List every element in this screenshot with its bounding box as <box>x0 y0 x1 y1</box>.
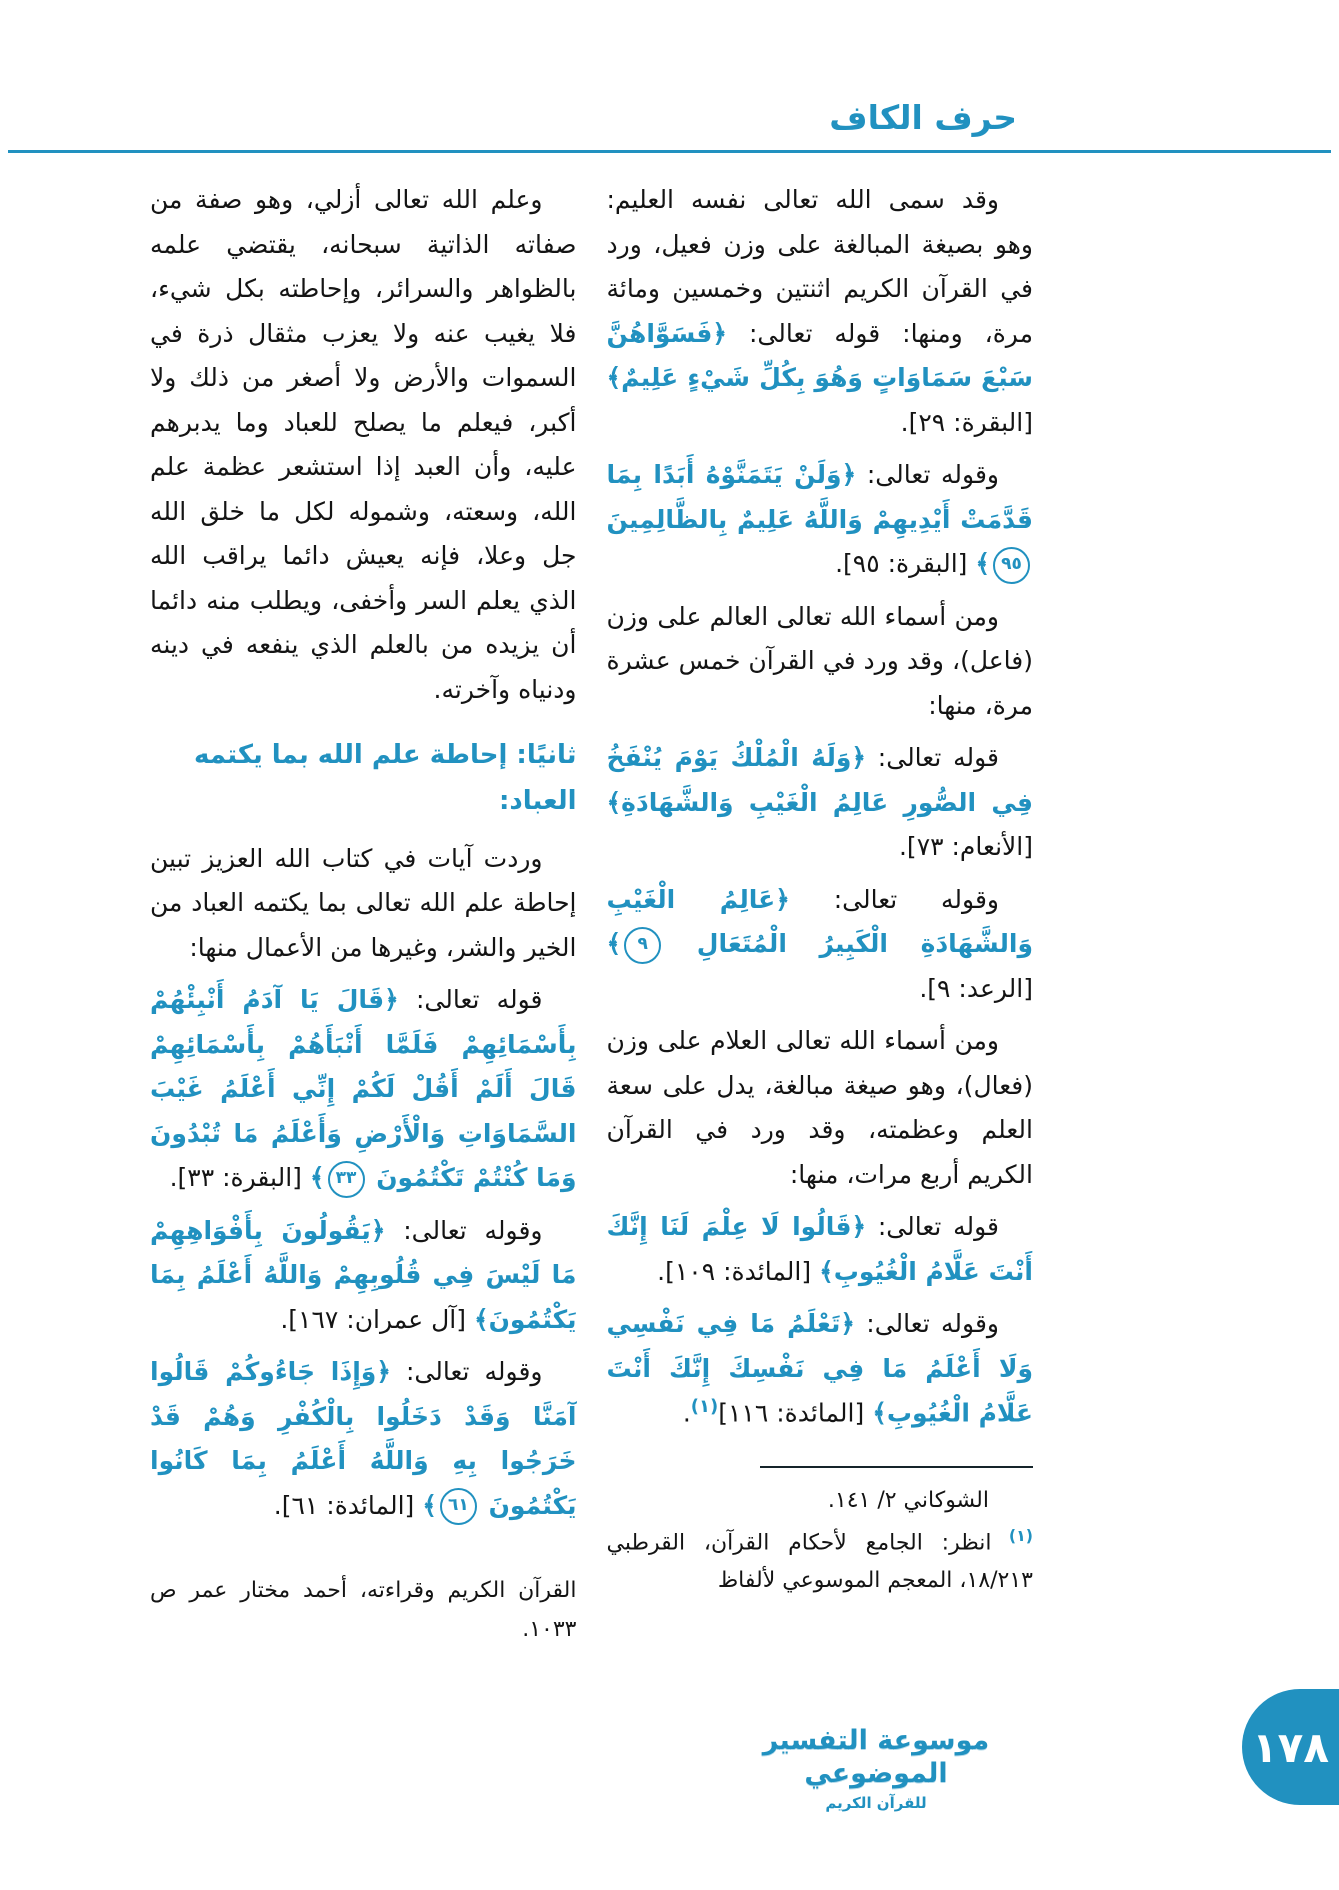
paragraph <box>607 736 1034 870</box>
paragraph <box>607 1523 1034 1599</box>
quran-verse: ﴿يَقُولُونَ بِأَفْوَاهِهِمْ مَا لَيْسَ فِي قُلُوبِهِمْ وَاللَّهُ أَعْلَمُ بِمَا يَكْتُمُونَ﴾ <box>150 1215 577 1334</box>
body-text: . <box>682 1398 691 1428</box>
quran-verse: ﴾ <box>975 549 990 578</box>
paragraph <box>150 178 577 712</box>
paragraph <box>607 595 1034 729</box>
column-left <box>150 178 577 1649</box>
verse-reference: [المائدة: ١٠٩]. <box>657 1256 820 1286</box>
footnote-block-right <box>607 1466 1034 1600</box>
ayah-number-badge: ٩ <box>624 927 661 964</box>
quran-verse: ﴿وَلَهُ الْمُلْكُ يَوْمَ يُنْفَخُ فِي الصُّورِ عَالِمُ الْغَيْبِ وَالشَّهَادَةِ﴾ <box>606 743 1033 817</box>
body-text: ومن أسماء الله تعالى العلام على وزن (فعال)، وهو صيغة مبالغة، يدل على سعة العلم وعظمته، وقد ورد في القرآن الكريم أربع مرات، منها: <box>606 1026 1033 1189</box>
body-text: وقد سمى الله تعالى نفسه العليم: وهو بصيغة المبالغة على وزن فعيل، ورد في القرآن الكريم اثنتين وخمسين ومائة مرة، ومنها: قوله تعالى: <box>606 185 1033 348</box>
ayah-number-badge: ٣٣ <box>328 1161 365 1198</box>
quran-verse: ﴿عَالِمُ الْغَيْبِ وَالشَّهَادَةِ الْكَبِيرُ الْمُتَعَالِ <box>606 884 1033 958</box>
quran-verse: ﴿وَلَنْ يَتَمَنَّوْهُ أَبَدًا بِمَا قَدَّمَتْ أَيْدِيهِمْ وَاللَّهُ عَلِيمٌ بِالظَّالِمِينَ <box>606 460 1033 534</box>
page-number: ١٧٨ <box>1252 1722 1329 1772</box>
body-text: وقوله تعالى: <box>789 884 999 914</box>
chapter-title: حرف الكاف <box>829 98 1017 137</box>
quran-verse: ﴾ <box>606 929 622 958</box>
body-text: وعلم الله تعالى أزلي، وهو صفة من صفاته الذاتية سبحانه، يقتضي علمه بالظواهر والسرائر، وإحاطته بكل شيء، فلا يغيب عنه ولا يعزب مثقال ذرة في السموات والأرض ولا أصغر من ذلك ولا أكبر، فيعلم ما يصلح للعباد وما يدبرهم عليه، وأن العبد إذا استشعر عظمة علم الله، وسعته، وشموله لكل ما خلق الله جل وعلا، فإنه يعيش دائما يراقب الله الذي يعلم السر وأخفى، ويطلب منه دائما أن يزيده من بالعلم الذي ينفعه في دينه ودنياه وآخرته. <box>150 185 577 704</box>
quran-verse: ﴿قَالَ يَا آدَمُ أَنْبِئْهُمْ بِأَسْمَائِهِمْ فَلَمَّا أَنْبَأَهُمْ بِأَسْمَائِهِمْ قَالَ أَلَمْ أَقُلْ لَكُمْ إِنِّي أَعْلَمُ غَيْبَ السَّمَاوَاتِ وَالْأَرْضِ وَأَعْلَمُ مَا تُبْدُونَ وَمَا كُنْتُمْ تَكْتُمُونَ <box>150 985 577 1193</box>
paragraph <box>607 1205 1034 1294</box>
paragraph <box>150 1209 577 1343</box>
paragraph <box>150 1350 577 1528</box>
footnote-marker: (١) <box>991 1526 1033 1546</box>
paragraph <box>607 878 1034 1012</box>
ayah-number-badge: ٩٥ <box>993 547 1030 584</box>
publisher-logo-subtitle: للقرآن الكريم <box>825 1794 927 1812</box>
paragraph <box>607 1482 1034 1519</box>
page-body <box>150 178 1033 1649</box>
footnote-marker: (١) <box>690 1396 719 1417</box>
body-text: قوله تعالى: <box>866 743 999 772</box>
paragraph <box>150 978 577 1201</box>
column-right <box>607 178 1034 1603</box>
verse-reference: [الرعد: ٩]. <box>919 973 1033 1003</box>
body-text: ثانيًا: إحاطة علم الله بما يكتمه العباد: <box>194 740 577 817</box>
footnote-separator <box>760 1466 1033 1468</box>
ayah-number-badge: ٦١ <box>440 1488 477 1525</box>
footnote-list <box>607 1482 1034 1600</box>
body-text: وقوله تعالى: <box>390 1357 543 1387</box>
body-text: وقوله تعالى: <box>385 1215 543 1245</box>
quran-verse: ﴾ <box>422 1490 437 1520</box>
verse-reference: [البقرة: ٩٥]. <box>835 549 976 578</box>
verse-reference: [آل عمران: ١٦٧]. <box>280 1304 474 1334</box>
verse-reference: [البقرة: ٣٣]. <box>169 1163 310 1193</box>
section-heading <box>150 732 577 825</box>
paragraph <box>607 1019 1034 1197</box>
body-text: انظر: الجامع لأحكام القرآن، القرطبي ١٨/٢١٣، المعجم الموسوعي لألفاظ <box>606 1530 1033 1593</box>
verse-reference: [المائدة: ١١٦] <box>718 1398 873 1428</box>
paragraph <box>607 178 1034 445</box>
quran-verse: ﴿تَعْلَمُ مَا فِي نَفْسِي وَلَا أَعْلَمُ مَا فِي نَفْسِكَ إِنَّكَ أَنْتَ عَلَّامُ الْغُيُوبِ﴾ <box>606 1309 1033 1428</box>
publisher-logo-title: موسوعة التفسير الموضوعي <box>762 1725 990 1789</box>
verse-reference: [المائدة: ٦١]. <box>273 1490 423 1520</box>
body-text: قوله تعالى: <box>398 985 543 1015</box>
header-rule <box>8 150 1331 153</box>
quran-verse: ﴿قَالُوا لَا عِلْمَ لَنَا إِنَّكَ أَنْتَ عَلَّامُ الْغُيُوبِ﴾ <box>606 1212 1033 1286</box>
body-text: ومن أسماء الله تعالى العالم على وزن (فاعل)، وقد ورد في القرآن خمس عشرة مرة، منها: <box>606 601 1033 720</box>
quran-verse: ﴿فَسَوَّاهُنَّ سَبْعَ سَمَاوَاتٍ وَهُوَ بِكُلِّ شَيْءٍ عَلِيمٌ﴾ <box>606 318 1033 392</box>
body-text: قوله تعالى: <box>866 1212 999 1241</box>
publisher-logo <box>761 1725 991 1812</box>
body-text: وردت آيات في كتاب الله العزيز تبين إحاطة علم الله تعالى بما يكتمه العباد من الخير والشر، وغيرها من الأعمال منها: <box>150 843 577 962</box>
quran-verse: ﴿وَإِذَا جَاءُوكُمْ قَالُوا آمَنَّا وَقَدْ دَخَلُوا بِالْكُفْرِ وَهُمْ قَدْ خَرَجُوا بِهِ وَاللَّهُ أَعْلَمُ بِمَا كَانُوا يَكْتُمُونَ <box>150 1357 577 1520</box>
paragraph <box>607 453 1034 587</box>
footnote-continuation-left: القرآن الكريم وقراءته، أحمد مختار عمر ص ١٠٣٣. <box>150 1578 577 1642</box>
verse-reference: [البقرة: ٢٩]. <box>900 407 1033 437</box>
page-number-tab <box>1242 1689 1339 1805</box>
paragraph <box>607 1302 1034 1436</box>
quran-verse: ﴾ <box>309 1163 325 1193</box>
paragraph <box>150 837 577 971</box>
body-text: الشوكاني ٢/ ١٤١. <box>827 1487 989 1513</box>
body-text: وقوله تعالى: <box>855 1309 999 1338</box>
verse-reference: [الأنعام: ٧٣]. <box>898 832 1033 861</box>
body-text: وقوله تعالى: <box>856 460 999 489</box>
